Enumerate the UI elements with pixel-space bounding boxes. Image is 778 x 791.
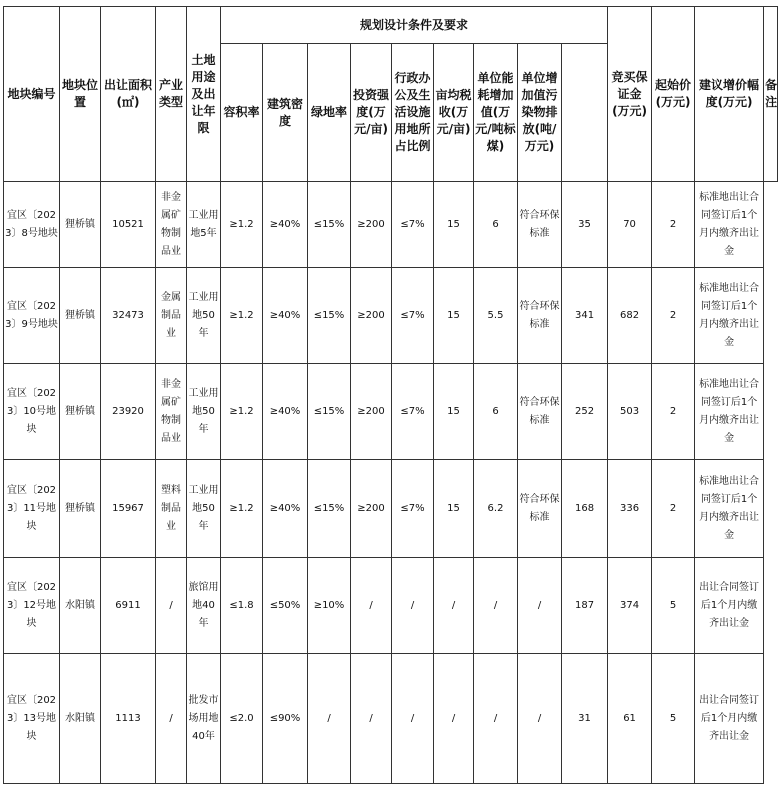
cell-building-density: ≥40% — [263, 182, 308, 268]
cell-deposit: 35 — [562, 182, 608, 268]
cell-plot-ratio: ≥1.2 — [221, 182, 263, 268]
cell-land-use: 批发市场用地40年 — [187, 654, 221, 784]
header-area: 出让面积(㎡) — [101, 7, 156, 182]
cell-office-ratio: ≤7% — [392, 460, 434, 558]
cell-office-ratio: / — [392, 654, 434, 784]
cell-tax: 15 — [434, 182, 474, 268]
cell-energy: 6 — [474, 364, 518, 460]
cell-plot-ratio: ≤2.0 — [221, 654, 263, 784]
table-row — [4, 460, 778, 558]
header-block-no: 地块编号 — [4, 7, 60, 182]
cell-investment: ≥200 — [351, 460, 392, 558]
cell-land-use: 工业用地50年 — [187, 268, 221, 364]
cell-tax: 15 — [434, 364, 474, 460]
header-increment: 建议增价幅度(万元) — [695, 7, 764, 182]
cell-office-ratio: / — [392, 558, 434, 654]
cell-start-price: 503 — [608, 364, 652, 460]
cell-increment: 2 — [652, 460, 695, 558]
cell-deposit: 341 — [562, 268, 608, 364]
cell-office-ratio: ≤7% — [392, 364, 434, 460]
cell-start-price: 336 — [608, 460, 652, 558]
cell-investment: ≥200 — [351, 182, 392, 268]
header-plot-ratio: 容积率 — [221, 44, 263, 182]
cell-block-no: 宜区〔2023〕9号地块 — [4, 268, 60, 364]
header-deposit: 竞买保证金(万元) — [608, 7, 652, 182]
cell-tax: / — [434, 558, 474, 654]
cell-energy: 5.5 — [474, 268, 518, 364]
cell-pollution: / — [518, 654, 562, 784]
header-tax: 亩均税收(万元/亩) — [434, 44, 474, 182]
cell-investment: / — [351, 654, 392, 784]
cell-land-use: 工业用地50年 — [187, 460, 221, 558]
cell-energy: 6 — [474, 182, 518, 268]
cell-area: 1113 — [101, 654, 156, 784]
cell-energy: / — [474, 654, 518, 784]
header-land-use: 土地用途及出让年限 — [187, 7, 221, 182]
cell-block-no: 宜区〔2023〕12号地块 — [4, 558, 60, 654]
cell-remarks: 标准地出让合同签订后1个月内缴齐出让金 — [695, 364, 764, 460]
cell-building-density: ≥40% — [263, 364, 308, 460]
table-row — [4, 364, 778, 460]
cell-start-price: 61 — [608, 654, 652, 784]
cell-investment: / — [351, 558, 392, 654]
table-row — [4, 268, 778, 364]
cell-area: 32473 — [101, 268, 156, 364]
cell-remarks: 出让合同签订后1个月内缴齐出让金 — [695, 558, 764, 654]
cell-plot-ratio: ≥1.2 — [221, 268, 263, 364]
cell-land-use: 工业用地5年 — [187, 182, 221, 268]
cell-industry: 非金属矿物制品业 — [156, 182, 187, 268]
land-auction-table — [3, 6, 778, 784]
cell-pollution: / — [518, 558, 562, 654]
cell-pollution: 符合环保标准 — [518, 460, 562, 558]
cell-location: 狸桥镇 — [60, 460, 101, 558]
cell-deposit: 187 — [562, 558, 608, 654]
cell-area: 23920 — [101, 364, 156, 460]
cell-remarks: 标准地出让合同签订后1个月内缴齐出让金 — [695, 182, 764, 268]
cell-green-ratio: / — [308, 654, 351, 784]
cell-start-price: 682 — [608, 268, 652, 364]
cell-energy: 6.2 — [474, 460, 518, 558]
cell-building-density: ≥40% — [263, 460, 308, 558]
header-planning-group: 规划设计条件及要求 — [221, 7, 608, 44]
cell-investment: ≥200 — [351, 268, 392, 364]
cell-tax: / — [434, 654, 474, 784]
cell-green-ratio: ≤15% — [308, 182, 351, 268]
cell-pollution: 符合环保标准 — [518, 182, 562, 268]
cell-green-ratio: ≤15% — [308, 364, 351, 460]
cell-land-use: 工业用地50年 — [187, 364, 221, 460]
cell-area: 15967 — [101, 460, 156, 558]
cell-energy: / — [474, 558, 518, 654]
cell-office-ratio: ≤7% — [392, 268, 434, 364]
cell-block-no: 宜区〔2023〕11号地块 — [4, 460, 60, 558]
cell-block-no: 宜区〔2023〕10号地块 — [4, 364, 60, 460]
cell-remarks: 标准地出让合同签订后1个月内缴齐出让金 — [695, 268, 764, 364]
cell-start-price: 70 — [608, 182, 652, 268]
cell-industry: 金属制品业 — [156, 268, 187, 364]
header-remarks: 备注 — [764, 7, 778, 182]
cell-increment: 2 — [652, 364, 695, 460]
cell-pollution: 符合环保标准 — [518, 268, 562, 364]
header-pollution: 单位增加值污染物排放(吨/万元) — [518, 44, 562, 182]
cell-office-ratio: ≤7% — [392, 182, 434, 268]
cell-green-ratio: ≥10% — [308, 558, 351, 654]
cell-deposit: 168 — [562, 460, 608, 558]
header-start-price: 起始价(万元) — [652, 7, 695, 182]
cell-tax: 15 — [434, 268, 474, 364]
cell-increment: 5 — [652, 654, 695, 784]
cell-block-no: 宜区〔2023〕8号地块 — [4, 182, 60, 268]
cell-increment: 2 — [652, 182, 695, 268]
cell-location: 水阳镇 — [60, 654, 101, 784]
cell-area: 10521 — [101, 182, 156, 268]
cell-industry: / — [156, 558, 187, 654]
cell-location: 狸桥镇 — [60, 364, 101, 460]
header-office-ratio: 行政办公及生活设施用地所占比例 — [392, 44, 434, 182]
header-building-density: 建筑密度 — [263, 44, 308, 182]
cell-pollution: 符合环保标准 — [518, 364, 562, 460]
cell-deposit: 252 — [562, 364, 608, 460]
header-investment: 投资强度(万元/亩) — [351, 44, 392, 182]
cell-industry: 塑料制品业 — [156, 460, 187, 558]
cell-plot-ratio: ≤1.8 — [221, 558, 263, 654]
cell-remarks: 出让合同签订后1个月内缴齐出让金 — [695, 654, 764, 784]
table-row — [4, 654, 778, 784]
cell-location: 狸桥镇 — [60, 268, 101, 364]
cell-building-density: ≤90% — [263, 654, 308, 784]
cell-increment: 2 — [652, 268, 695, 364]
cell-industry: / — [156, 654, 187, 784]
header-location: 地块位置 — [60, 7, 101, 182]
cell-plot-ratio: ≥1.2 — [221, 364, 263, 460]
cell-plot-ratio: ≥1.2 — [221, 460, 263, 558]
header-row-1 — [4, 7, 778, 44]
cell-block-no: 宜区〔2023〕13号地块 — [4, 654, 60, 784]
cell-investment: ≥200 — [351, 364, 392, 460]
table-row — [4, 558, 778, 654]
header-industry: 产业类型 — [156, 7, 187, 182]
header-green-ratio: 绿地率 — [308, 44, 351, 182]
cell-green-ratio: ≤15% — [308, 460, 351, 558]
cell-building-density: ≤50% — [263, 558, 308, 654]
cell-location: 狸桥镇 — [60, 182, 101, 268]
cell-green-ratio: ≤15% — [308, 268, 351, 364]
cell-increment: 5 — [652, 558, 695, 654]
cell-building-density: ≥40% — [263, 268, 308, 364]
cell-land-use: 旅馆用地40年 — [187, 558, 221, 654]
cell-deposit: 31 — [562, 654, 608, 784]
cell-area: 6911 — [101, 558, 156, 654]
header-energy: 单位能耗增加值(万元/吨标煤) — [474, 44, 518, 182]
cell-location: 水阳镇 — [60, 558, 101, 654]
cell-start-price: 374 — [608, 558, 652, 654]
cell-tax: 15 — [434, 460, 474, 558]
cell-industry: 非金属矿物制品业 — [156, 364, 187, 460]
table-row — [4, 182, 778, 268]
cell-remarks: 标准地出让合同签订后1个月内缴齐出让金 — [695, 460, 764, 558]
